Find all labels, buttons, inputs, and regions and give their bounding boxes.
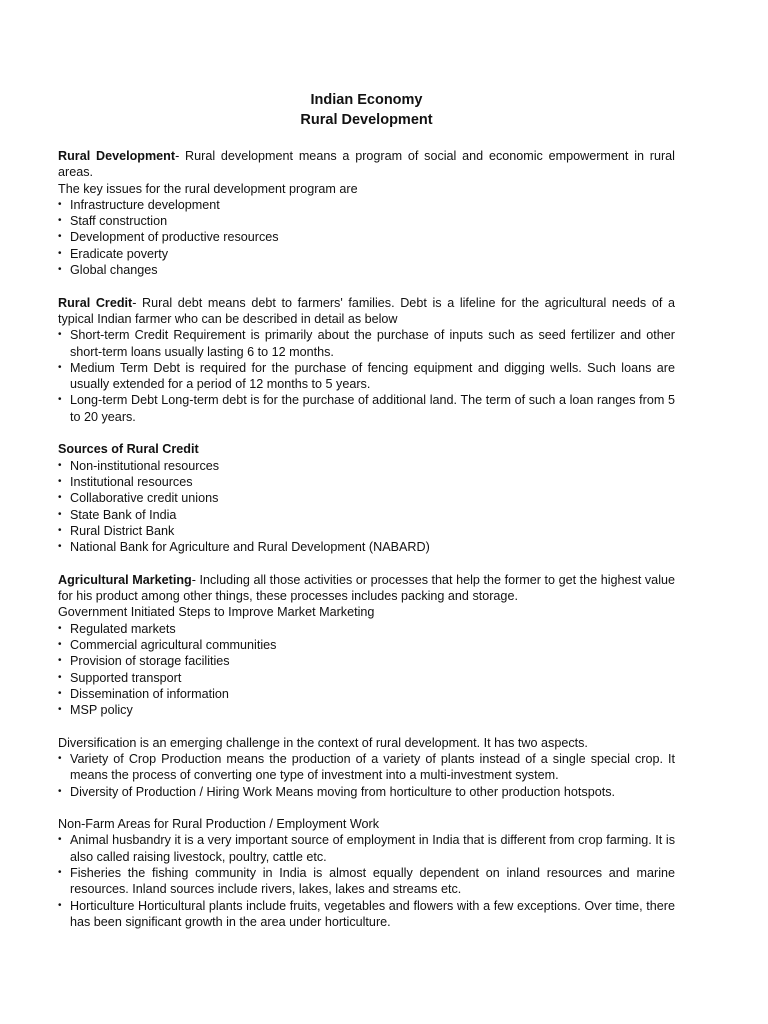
list-item: • Variety of Crop Production means the production of a variety of plants instead of a single special crop. It means the process of converting one type of investment into a multi-investment system.	[58, 751, 675, 784]
list-item: • Short-term Credit Requirement is primarily about the purchase of inputs such as seed fertilizer and other short-term loans usually lasting 6 to 12 months.	[58, 327, 675, 360]
list-item: • Infrastructure development	[58, 197, 675, 213]
list-item: • National Bank for Agriculture and Rural Development (NABARD)	[58, 539, 675, 555]
list-item: • Animal husbandry it is a very important source of employment in India that is different from crop farming. It is also called raising livestock, poultry, cattle etc.	[58, 832, 675, 865]
list-item: • Rural District Bank	[58, 523, 675, 539]
marketing-intro: Government Initiated Steps to Improve Market Marketing	[58, 605, 375, 620]
list-item: • Diversity of Production / Hiring Work Means moving from horticulture to other production hotspots.	[58, 784, 675, 800]
list-item: • Staff construction	[58, 213, 675, 229]
list-item: • Regulated markets	[58, 621, 675, 637]
rural-development-list	[58, 197, 675, 278]
spacer	[58, 555, 675, 571]
non-farm-intro: Non-Farm Areas for Rural Production / Employment Work	[58, 817, 380, 832]
list-item: • Long-term Debt Long-term debt is for the purchase of additional land. The term of such a loan ranges from 5 to 20 years.	[58, 392, 675, 425]
non-farm-list	[58, 832, 675, 930]
list-item: • MSP policy	[58, 702, 675, 718]
list-item: • Horticulture Horticultural plants include fruits, vegetables and flowers with a few exceptions. Over time, there has been significant growth in the area under horticulture.	[58, 898, 675, 931]
list-item: • Collaborative credit unions	[58, 490, 675, 506]
sources-list	[58, 458, 675, 556]
list-item: • State Bank of India	[58, 507, 675, 523]
list-item: • Global changes	[58, 262, 675, 278]
list-item: • Fisheries the fishing community in India is almost equally dependent on inland resources and marine resources. Inland sources include rivers, lakes, lakes and streams etc.	[58, 865, 675, 898]
marketing-text: - Including all those activities or processes that help the former to get the highest value for his product among other things, these processes includes packing and storage.	[58, 572, 675, 604]
title-block	[58, 91, 675, 130]
spacer	[58, 718, 675, 734]
list-item: • Commercial agricultural communities	[58, 637, 675, 653]
rural-development-intro: The key issues for the rural development program are	[58, 181, 358, 196]
rural-development-paragraph	[58, 148, 675, 181]
rural-credit-text: - Rural debt means debt to farmers' families. Debt is a lifeline for the agricultural needs of a typical Indian farmer who can be described in detail as below	[58, 295, 675, 326]
spacer	[58, 278, 675, 294]
sources-heading: Sources of Rural Credit	[58, 442, 199, 457]
list-item: • Supported transport	[58, 670, 675, 686]
spacer	[58, 425, 675, 441]
marketing-list	[58, 621, 675, 719]
rural-credit-heading: Rural Credit	[58, 295, 133, 310]
list-item: • Eradicate poverty	[58, 246, 675, 262]
document-subtitle: Rural Development	[300, 111, 433, 128]
rural-development-heading: Rural Development	[58, 149, 176, 163]
marketing-paragraph	[58, 572, 675, 605]
marketing-heading: Agricultural Marketing	[58, 572, 192, 587]
list-item: • Medium Term Debt is required for the purchase of fencing equipment and digging wells. Such loans are usually extended for a period of 12 months to 5 years.	[58, 360, 675, 393]
diversification-list	[58, 751, 675, 800]
rural-credit-paragraph	[58, 295, 675, 328]
list-item: • Non-institutional resources	[58, 458, 675, 474]
sources-paragraph	[58, 441, 675, 457]
list-item: • Institutional resources	[58, 474, 675, 490]
list-item: • Dissemination of information	[58, 686, 675, 702]
document-body	[58, 91, 675, 930]
list-item: • Provision of storage facilities	[58, 653, 675, 669]
document-title: Indian Economy	[310, 92, 423, 108]
rural-credit-list	[58, 327, 675, 425]
rural-development-text: - Rural development means a program of social and economic empowerment in rural areas.	[58, 149, 675, 180]
diversification-intro: Diversification is an emerging challenge in the context of rural development. It has two aspects.	[58, 735, 588, 750]
list-item: • Development of productive resources	[58, 229, 675, 245]
spacer	[58, 800, 675, 816]
